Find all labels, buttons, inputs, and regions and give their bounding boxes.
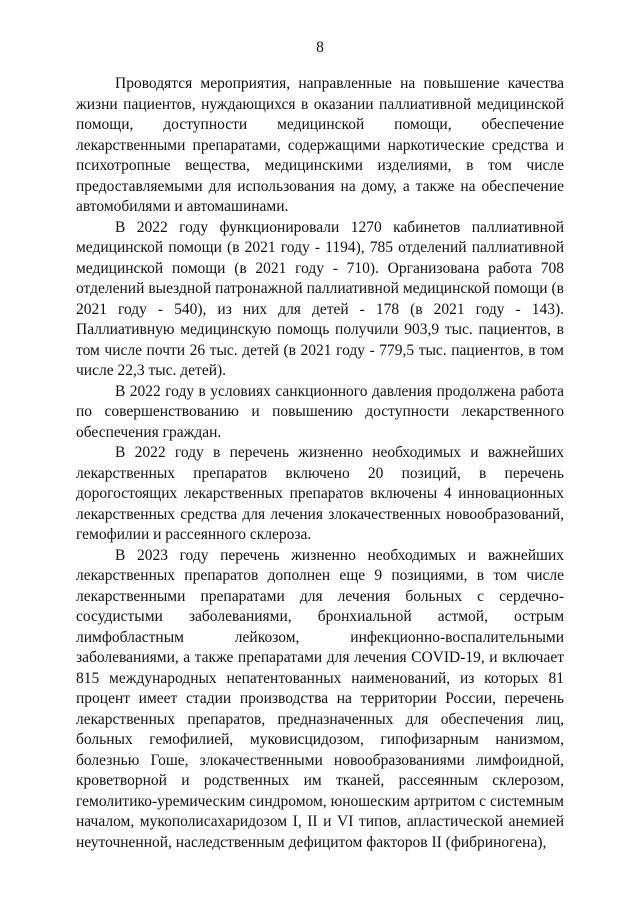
paragraph-essential-drugs-2022: В 2022 году в перечень жизненно необходимых и важнейших лекарственных препаратов включено 20 позиций, в перечень дорогостоящих лекарственных препаратов включены 4 инновационных лекарственных средства для лечения злокачественных новообразований, гемофилии и рассеянного склероза. — [76, 444, 564, 543]
document-body — [76, 74, 564, 853]
page-number: 8 — [316, 39, 324, 56]
paragraph-drug-provision-sanctions: В 2022 году в условиях санкционного давления продолжена работа по совершенствованию и повышению доступности лекарственного обеспечения граждан. — [76, 382, 564, 441]
paragraph-essential-drugs-2023: В 2023 году перечень жизненно необходимых и важнейших лекарственных препаратов дополнен еще 9 позициями, в том числе лекарственными препаратами для лечения больных с сердечно-сосудистыми заболеваниями, бронхиальной астмой, острым лимфобластным лейкозом, инфекционно-воспалительными заболеваниями, а также препаратами для лечения COVID-19, и включает 815 международных непатентованных наименований, из которых 81 процент имеет стадии производства на территории России, перечень лекарственных препаратов, предназначенных для обеспечения лиц, больных гемофилией, муковисцидозом, гипофизарным нанизмом, болезнью Гоше, злокачественными новообразованиями лимфоидной, кроветворной и родственных им тканей, рассеянным склерозом, гемолитико-уремическим синдромом, юношеским артритом с системным началом, мукополисахаридозом I, II и VI типов, апластической анемией неуточненной, наследственным дефицитом факторов II (фибриногена), — [76, 546, 564, 851]
paragraph-palliative-care-measures: Проводятся мероприятия, направленные на повышение качества жизни пациентов, нуждающихся в оказании паллиативной медицинской помощи, доступности медицинской помощи, обеспечение лекарственными препаратами, содержащими наркотические средства и психотропные вещества, медицинскими изделиями, в том числе предоставляемыми для использования на дому, а также на обеспечение автомобилями и автомашинами. — [76, 75, 564, 215]
paragraph-palliative-care-statistics: В 2022 году функционировали 1270 кабинетов паллиативной медицинской помощи (в 2021 году - 1194), 785 отделений паллиативной медицинской помощи (в 2021 году - 710). Организована работа 708 отделений выездной патронажной паллиативной медицинской помощи (в 2021 году - 540), из них для детей - 178 (в 2021 году - 143). Паллиативную медицинскую помощь получили 903,9 тыс. пациентов, в том числе почти 26 тыс. детей (в 2021 году - 779,5 тыс. пациентов, в том числе 22,3 тыс. детей). — [76, 218, 564, 379]
